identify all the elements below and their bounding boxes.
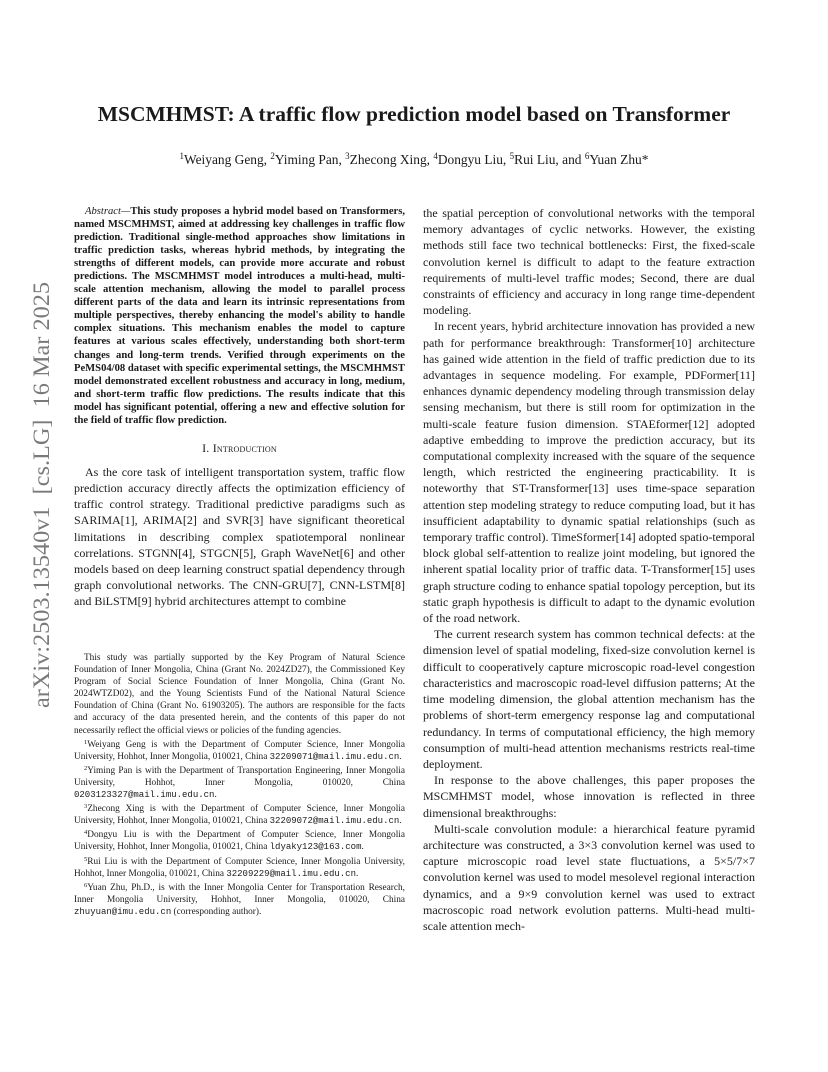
right-column	[423, 205, 755, 934]
affiliation-footnote-5: $^5$Rui Liu is with the Department of Computer Science, Inner Mongolia University, Hohhot, Inner Mongolia, 010021, China 32209229@mail.imu.edu.cn.	[74, 855, 405, 879]
affiliation-footnote-1: $^1$Weiyang Geng is with the Department of Computer Science, Inner Mongolia University, Hohhot, Inner Mongolia, 010021, China 32209071@mail.imu.edu.cn.	[74, 738, 405, 762]
author-2: $^2$Yiming Pan,	[270, 151, 346, 167]
author-1: $^1$Weiyang Geng,	[179, 151, 271, 167]
intro-paragraph-3: The current research system has common technical defects: at the dimension level of spatial modeling, fixed-size convolution kernel is difficult to cooperatively capture microscopic road-level congestion characteristics and macroscopic road-level diffusion patterns; At the time modeling dimension, the global attention mechanism has the problems of short-term emergency response lag and computational redundancy. In terms of computational efficiency, the high memory consumption of multi-head attention mechanisms restricts real-time deployment.	[423, 627, 755, 771]
affiliation-footnote-6: $^6$Yuan Zhu, Ph.D., is with the Inner Mongolia Center for Transportation Research, Inner Mongolia University, Hohhot, Inner Mongolia, 010020, China zhuyuan@imu.edu.cn (corresponding author).	[74, 881, 405, 917]
funding-footnote: This study was partially supported by the Key Program of Natural Science Foundation of Inner Mongolia, China (Grant No. 2024ZD27), the Commissioned Key Program of Social Science Foundation of Inner Mongolia, China (Grant No. 2024WTZD02), and the Young Scientists Fund of the National Natural Science Foundation of China (Grant No. 61903205). The authors are responsible for the facts and accuracy of the data presented herein, and the contents of this paper do not necessarily reflect the official views or policies of the funding agencies.	[74, 653, 405, 736]
author-4: $^4$Dongyu Liu,	[433, 151, 510, 167]
abstract	[74, 205, 405, 427]
left-column	[74, 205, 405, 610]
intro-paragraph-2: In recent years, hybrid architecture innovation has provided a new path for performance breakthrough: Transformer[10] architecture has gained wide attention in the field of traffic prediction due to its advantages in sequence modeling. For example, PDFormer[11] enhances dynamic dependency modeling through transmission delay sensing mechanism, but there is still room for optimization in the multi-scale feature fusion dimension. STAEformer[12] adopted adaptive embedding to improve the prediction accuracy, but its computational complexity increased with the square of the sequence length, which restricted the engineering practicability. It is noteworthy that ST-Transformer[13] uses time-space separation attention step modeling strategy to reduce computing load, but it has insufficient adaptability to dynamic spatial relationships (such as temporary traffic control). TimeSformer[14] adopted spatio-temporal block global self-attention to realize joint modeling, but ignored the inherent spatial locality prior of traffic data. T-Transformer[15] uses graph structure coding to enhance spatial topology perception, but its static graph hypothesis is difficult to adapt to the dynamic evolution of the road network.	[423, 319, 755, 626]
email-3[interactable]: 32209072@mail.imu.edu.cn	[269, 816, 400, 827]
abstract-text: This study proposes a hybrid model based on Transformers, named MSCMHMST, aimed at addressing key challenges in traffic flow prediction. Traditional single-method approaches show limitations in traffic prediction tasks, whereas hybrid methods, by integrating the strengths of different models, can provide more accurate and robust predictions. The MSCMHMST model introduces a multi-head, multi-scale attention mechanism, allowing the model to parallel process different parts of the data and learn its intrinsic representations from multiple perspectives, thereby enhancing the model's ability to handle complex situations. This mechanism enables the model to capture features at various scales effectively, understanding both short-term changes and long-term trends. Verified through experiments on the PeMS04/08 dataset with specific experimental settings, the MSCMHMST model demonstrated excellent robustness and accuracy in long, medium, and short-term traffic flow predictions. The results indicate that this model has significant potential, offering a new and effective solution for the field of traffic flow prediction.	[74, 206, 405, 426]
arxiv-identifier-stamp	[4, 280, 76, 710]
email-4[interactable]: ldyaky123@163.com	[269, 842, 362, 853]
email-1[interactable]: 32209071@mail.imu.edu.cn	[269, 751, 400, 762]
intro-paragraph-1: As the core task of intelligent transportation system, traffic flow prediction accuracy directly affects the optimization efficiency of traffic control strategy. Traditional predictive paradigms such as SARIMA[1], ARIMA[2] and SVR[3] have significant theoretical limitations in describing complex spatiotemporal nonlinear correlations. STGNN[4], STGCN[5], Graph WaveNet[6] and other models based on deep learning construct spatial dependency through graph convolutional networks. The CNN-GRU[7], CNN-LSTM[8] and BiLSTM[9] hybrid architectures attempt to combine	[74, 464, 405, 609]
email-5[interactable]: 32209229@mail.imu.edu.cn	[226, 868, 356, 879]
author-list	[60, 146, 768, 170]
author-6: $^6$Yuan Zhu*	[584, 151, 649, 167]
author-5: $^5$Rui Liu, and	[509, 151, 585, 167]
section-heading-introduction: I. Introduction	[202, 440, 277, 455]
paper-title: MSCMHMST: A traffic flow prediction model based on Transformer	[97, 102, 731, 126]
email-6[interactable]: zhuyuan@imu.edu.cn	[74, 906, 172, 917]
abstract-label: Abstract—	[85, 206, 131, 217]
intro-paragraph-1-continued: the spatial perception of convolutional networks with the temporal memory advantages of cyclic networks. However, the existing methods still face two technical bottlenecks: First, the fixed-scale convolution kernel is difficult to adapt to the feature extraction requirements of multi-level traffic modes; Second, there are dual constraints of efficiency and accuracy in long range time-dependent modeling.	[423, 206, 755, 318]
affiliation-footnote-2: $^2$Yiming Pan is with the Department of Transportation Engineering, Inner Mongolia University, Hohhot, Inner Mongolia, 010020, China 0203123327@mail.imu.edu.cn.	[74, 764, 405, 801]
affiliation-footnote-3: $^3$Zhecong Xing is with the Department of Computer Science, Inner Mongolia University, Hohhot, Inner Mongolia, 010021, China 32209072@mail.imu.edu.cn.	[74, 803, 405, 827]
affiliation-footnote-4: $^4$Dongyu Liu is with the Department of Computer Science, Inner Mongolia University, Hohhot, Inner Mongolia, 010021, China ldyaky123@163.com.	[74, 829, 405, 853]
arxiv-identifier-text: arXiv:2503.13540v1 [cs.LG] 16 Mar 2025	[29, 295, 55, 708]
intro-paragraph-5: Multi-scale convolution module: a hierarchical feature pyramid architecture was constructed, a 3×3 convolution kernel was used to capture microscopic road level state fluctuations, a 5×5/7×7 convolution kernel was used to model mesolevel regional interaction dynamics, and a 9×9 convolution kernel was used to extract macroscopic road network evolution patterns. Multi-head multi-scale attention mech-	[423, 821, 755, 933]
email-2[interactable]: 0203123327@mail.imu.edu.cn	[74, 790, 215, 801]
footnotes	[74, 652, 405, 918]
author-3: $^3$Zhecong Xing,	[345, 151, 434, 167]
intro-paragraph-4: In response to the above challenges, this paper proposes the MSCMHMST model, whose innovation is reflected in three dimensional breakthroughs:	[423, 773, 755, 820]
